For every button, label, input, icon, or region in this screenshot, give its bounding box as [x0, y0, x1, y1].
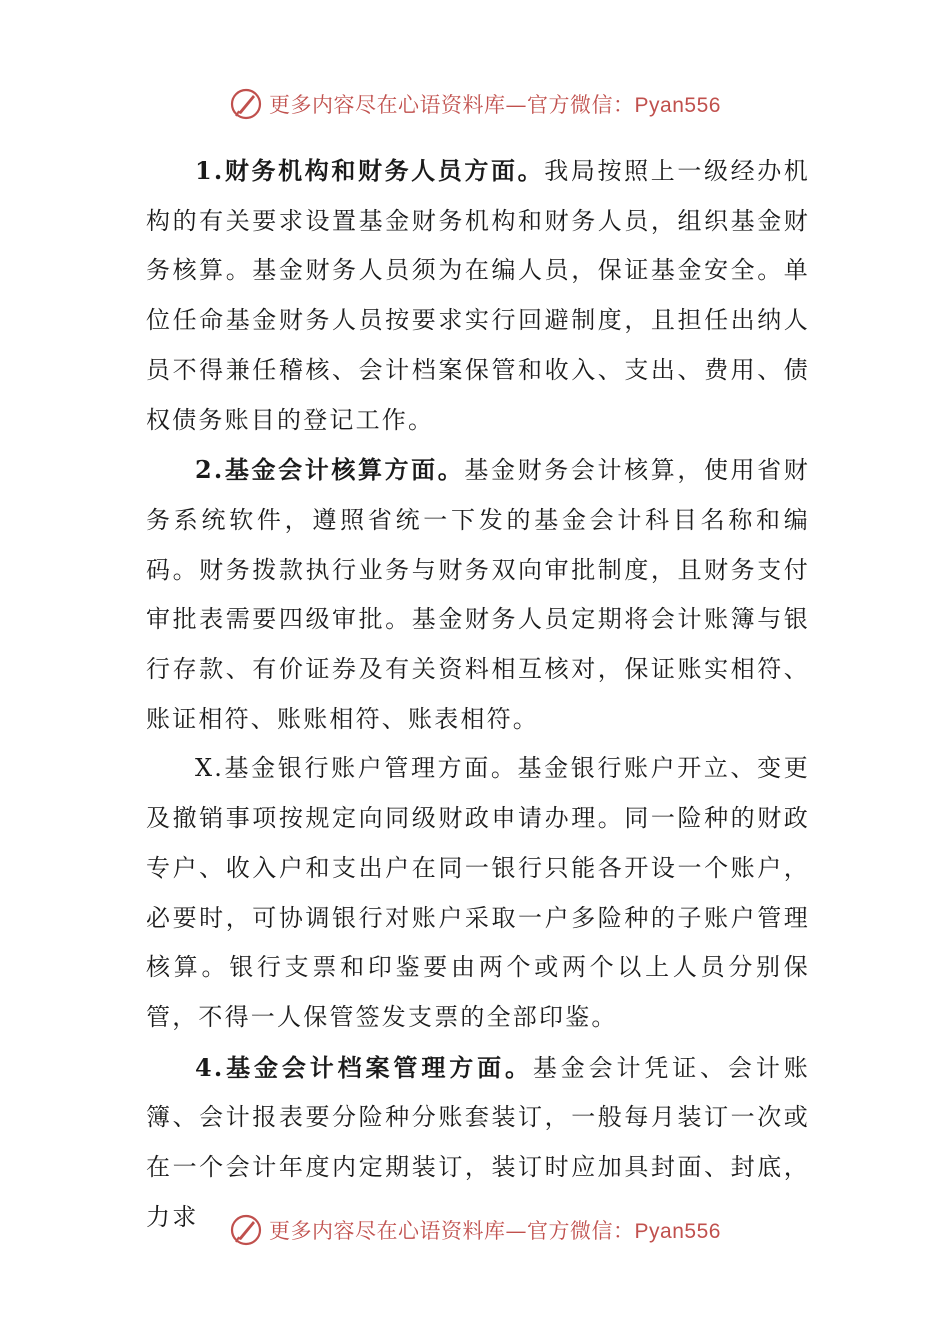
watermark-wechat-id: Pyan556	[634, 1220, 721, 1243]
watermark-text: 更多内容尽在心语资料库—官方微信：Pyan556	[269, 93, 721, 117]
paragraph-heading: 2.基金会计核算方面。	[195, 455, 465, 485]
paragraph-1	[146, 146, 810, 445]
watermark-text: 更多内容尽在心语资料库—官方微信：Pyan556	[269, 1219, 721, 1243]
document-body	[146, 146, 810, 1242]
paragraph-heading: 4.基金会计档案管理方面。	[195, 1052, 533, 1082]
paragraph-text: 我局按照上一级经办机构的有关要求设置基金财务机构和财务人员，组织基金财务核算。基金财务人员须为在编人员，保证基金安全。单位任命基金财务人员按要求实行回避制度，且担任出纳人员不得兼任稽核、会计档案保管和收入、支出、费用、债权债务账目的登记工作。	[146, 157, 811, 434]
watermark-wechat-id: Pyan556	[634, 94, 721, 117]
paragraph-text: 基金财务会计核算，使用省财务系统软件，遵照省统一下发的基金会计科目名称和编码。财务拨款执行业务与财务双向审批制度，且财务支付审批表需要四级审批。基金财务人员定期将会计账簿与银行存款、有价证券及有关资料相互核对，保证账实相符、账证相符、账账相符、账表相符。	[146, 456, 810, 733]
paragraph-heading: 1.财务机构和财务人员方面。	[195, 156, 545, 185]
watermark-footer	[0, 1208, 950, 1252]
paragraph-3	[146, 744, 810, 1042]
quill-logo-icon	[229, 87, 263, 121]
paragraph-2	[146, 445, 810, 744]
paragraph-text: X.基金银行账户管理方面。基金银行账户开立、变更及撤销事项按规定向同级财政申请办理。同一险种的财政专户、收入户和支出户在同一银行只能各开设一个账户，必要时，可协调银行对账户采取一户多险种的子账户管理核算。银行支票和印鉴要由两个或两个以上人员分别保管，不得一人保管签发支票的全部印鉴。	[146, 754, 810, 1031]
quill-logo-icon	[229, 1213, 263, 1247]
paragraph-text: 基金会计凭证、会计账簿、会计报表要分险种分账套装订，一般每月装订一次或在一个会计年度内定期装订，装订时应加具封面、封底，力求	[146, 1053, 811, 1231]
watermark-header	[0, 82, 950, 126]
